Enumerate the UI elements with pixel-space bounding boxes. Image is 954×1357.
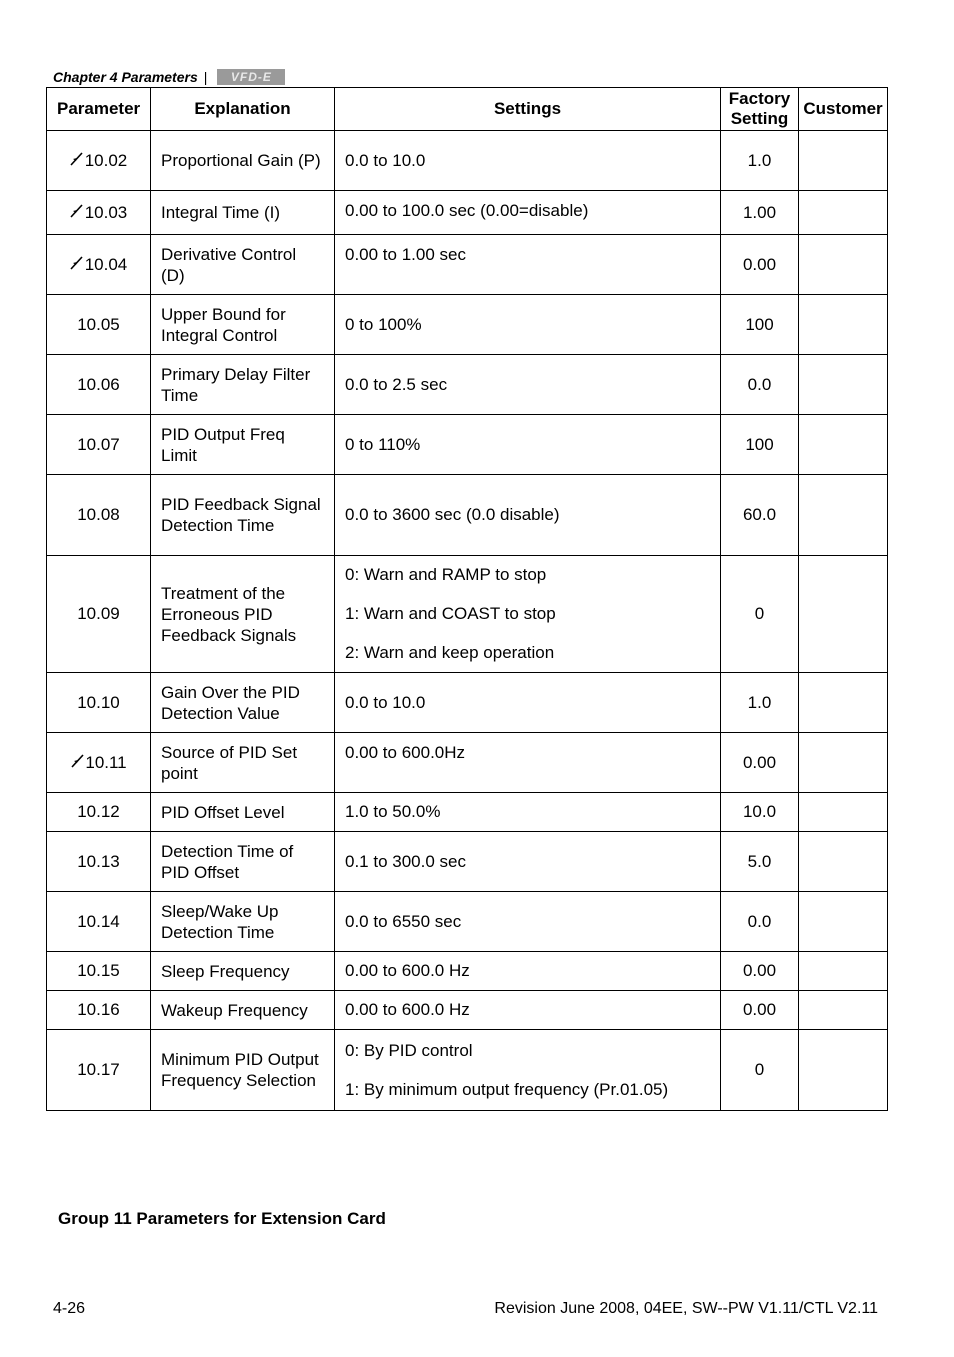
table-header-row bbox=[47, 88, 888, 131]
param-number: 10.05 bbox=[77, 314, 120, 334]
settings-cell bbox=[335, 832, 721, 892]
header-explanation: Explanation bbox=[151, 88, 335, 131]
vfd-e-logo: VFD-E bbox=[217, 69, 285, 85]
customer-cell bbox=[799, 1030, 888, 1111]
factory-setting-cell: 0.0 bbox=[721, 355, 799, 415]
setting-option: 0.0 to 6550 sec bbox=[345, 911, 462, 931]
param-cell bbox=[47, 475, 151, 556]
explanation-cell: Gain Over the PID Detection Value bbox=[151, 673, 335, 733]
edit-during-run-icon bbox=[70, 754, 84, 772]
explanation-cell: Source of PID Set point bbox=[151, 733, 335, 793]
factory-setting-cell: 60.0 bbox=[721, 475, 799, 556]
factory-setting-cell: 0.00 bbox=[721, 952, 799, 991]
chapter-header bbox=[53, 66, 285, 88]
customer-cell bbox=[799, 832, 888, 892]
table-body bbox=[47, 131, 888, 1111]
explanation-cell: Primary Delay Filter Time bbox=[151, 355, 335, 415]
explanation-cell: Sleep/Wake Up Detection Time bbox=[151, 892, 335, 952]
settings-cell bbox=[335, 235, 721, 295]
explanation-cell: Detection Time of PID Offset bbox=[151, 832, 335, 892]
parameter-table bbox=[46, 87, 888, 1111]
explanation-cell: Integral Time (I) bbox=[151, 191, 335, 235]
setting-option: 0.0 to 10.0 bbox=[345, 150, 426, 170]
header-customer: Customer bbox=[799, 88, 888, 131]
table-row bbox=[47, 733, 888, 793]
header-factory-setting bbox=[721, 88, 799, 131]
settings-cell bbox=[335, 733, 721, 793]
setting-option: 0 to 110% bbox=[345, 434, 421, 454]
param-number: 10.02 bbox=[84, 150, 128, 170]
table-row bbox=[47, 673, 888, 733]
settings-cell bbox=[335, 556, 721, 673]
section-title: Group 11 Parameters for Extension Card bbox=[58, 1209, 386, 1228]
header-factory-line2: Setting bbox=[730, 109, 789, 128]
table-row bbox=[47, 131, 888, 191]
factory-setting-cell: 0 bbox=[721, 1030, 799, 1111]
param-number: 10.11 bbox=[85, 752, 127, 772]
settings-cell bbox=[335, 415, 721, 475]
setting-option: 1: By minimum output frequency (Pr.01.05) bbox=[345, 1079, 669, 1099]
setting-option: 0.00 to 1.00 sec bbox=[345, 245, 466, 264]
settings-cell bbox=[335, 673, 721, 733]
customer-cell bbox=[799, 355, 888, 415]
explanation-cell: Proportional Gain (P) bbox=[151, 131, 335, 191]
header-factory-line1: Factory bbox=[728, 89, 791, 108]
param-cell bbox=[47, 355, 151, 415]
setting-option: 0 to 100% bbox=[345, 314, 422, 334]
param-cell bbox=[47, 673, 151, 733]
param-number: 10.09 bbox=[77, 604, 120, 623]
explanation-cell: PID Output Freq Limit bbox=[151, 415, 335, 475]
settings-cell bbox=[335, 1030, 721, 1111]
explanation-cell: Upper Bound for Integral Control bbox=[151, 295, 335, 355]
table-row bbox=[47, 1030, 888, 1111]
table-row bbox=[47, 892, 888, 952]
settings-cell bbox=[335, 475, 721, 556]
header-settings: Settings bbox=[335, 88, 721, 131]
customer-cell bbox=[799, 295, 888, 355]
table-row bbox=[47, 191, 888, 235]
param-cell bbox=[47, 892, 151, 952]
param-number: 10.04 bbox=[84, 254, 128, 274]
param-number: 10.07 bbox=[77, 434, 120, 454]
customer-cell bbox=[799, 673, 888, 733]
param-number: 10.17 bbox=[77, 1060, 120, 1079]
param-cell bbox=[47, 733, 151, 793]
factory-setting-cell: 0.00 bbox=[721, 991, 799, 1030]
factory-setting-cell: 1.0 bbox=[721, 673, 799, 733]
edit-during-run-icon bbox=[70, 204, 84, 222]
param-number: 10.13 bbox=[77, 851, 120, 871]
settings-cell bbox=[335, 355, 721, 415]
param-number: 10.08 bbox=[77, 505, 120, 524]
explanation-cell: PID Offset Level bbox=[151, 793, 335, 832]
customer-cell bbox=[799, 952, 888, 991]
table-row bbox=[47, 556, 888, 673]
param-number: 10.06 bbox=[77, 374, 120, 394]
customer-cell bbox=[799, 191, 888, 235]
param-cell bbox=[47, 295, 151, 355]
factory-setting-cell: 100 bbox=[721, 295, 799, 355]
customer-cell bbox=[799, 475, 888, 556]
table-row bbox=[47, 952, 888, 991]
table-row bbox=[47, 991, 888, 1030]
table-row bbox=[47, 295, 888, 355]
customer-cell bbox=[799, 991, 888, 1030]
setting-option: 0.0 to 10.0 bbox=[345, 692, 426, 712]
header-parameter: Parameter bbox=[47, 88, 151, 131]
param-number: 10.03 bbox=[84, 202, 128, 222]
factory-setting-cell: 0.0 bbox=[721, 892, 799, 952]
customer-cell bbox=[799, 556, 888, 673]
explanation-cell: PID Feedback Signal Detection Time bbox=[151, 475, 335, 556]
settings-cell bbox=[335, 793, 721, 832]
settings-cell bbox=[335, 892, 721, 952]
setting-option: 1: Warn and COAST to stop bbox=[345, 604, 556, 623]
customer-cell bbox=[799, 415, 888, 475]
factory-setting-cell: 5.0 bbox=[721, 832, 799, 892]
settings-cell bbox=[335, 952, 721, 991]
customer-cell bbox=[799, 733, 888, 793]
factory-setting-cell: 100 bbox=[721, 415, 799, 475]
table-row bbox=[47, 793, 888, 832]
setting-option: 2: Warn and keep operation bbox=[345, 643, 555, 662]
setting-option: 0.1 to 300.0 sec bbox=[345, 851, 466, 871]
param-cell bbox=[47, 415, 151, 475]
param-cell bbox=[47, 793, 151, 832]
settings-cell bbox=[335, 991, 721, 1030]
table-row bbox=[47, 235, 888, 295]
settings-cell bbox=[335, 191, 721, 235]
chapter-title: Chapter 4 Parameters bbox=[53, 69, 198, 85]
setting-option: 0.00 to 600.0 Hz bbox=[345, 1000, 470, 1019]
param-cell bbox=[47, 131, 151, 191]
explanation-cell: Derivative Control (D) bbox=[151, 235, 335, 295]
customer-cell bbox=[799, 793, 888, 832]
param-cell bbox=[47, 991, 151, 1030]
customer-cell bbox=[799, 892, 888, 952]
setting-option: 0.00 to 600.0Hz bbox=[345, 743, 466, 762]
factory-setting-cell: 0 bbox=[721, 556, 799, 673]
setting-option: 0.0 to 2.5 sec bbox=[345, 374, 448, 394]
factory-setting-cell: 10.0 bbox=[721, 793, 799, 832]
setting-option: 0.00 to 100.0 sec (0.00=disable) bbox=[345, 201, 589, 220]
setting-option: 0.0 to 3600 sec (0.0 disable) bbox=[345, 505, 560, 524]
explanation-cell: Treatment of the Erroneous PID Feedback Signals bbox=[151, 556, 335, 673]
header-separator: | bbox=[203, 69, 208, 85]
customer-cell bbox=[799, 131, 888, 191]
setting-option: 0: By PID control bbox=[345, 1040, 473, 1060]
setting-option: 0: Warn and RAMP to stop bbox=[345, 565, 547, 584]
param-cell bbox=[47, 952, 151, 991]
param-number: 10.10 bbox=[77, 692, 120, 712]
factory-setting-cell: 1.00 bbox=[721, 191, 799, 235]
param-cell bbox=[47, 191, 151, 235]
factory-setting-cell: 0.00 bbox=[721, 235, 799, 295]
factory-setting-cell: 0.00 bbox=[721, 733, 799, 793]
explanation-cell: Sleep Frequency bbox=[151, 952, 335, 991]
param-cell bbox=[47, 235, 151, 295]
edit-during-run-icon bbox=[70, 152, 84, 170]
edit-during-run-icon bbox=[70, 256, 84, 274]
page-number: 4-26 bbox=[53, 1300, 86, 1317]
customer-cell bbox=[799, 235, 888, 295]
param-cell bbox=[47, 1030, 151, 1111]
setting-option: 0.00 to 600.0 Hz bbox=[345, 961, 470, 980]
table-row bbox=[47, 475, 888, 556]
revision-info: Revision June 2008, 04EE, SW--PW V1.11/CTL V2.11 bbox=[494, 1300, 878, 1317]
explanation-cell: Wakeup Frequency bbox=[151, 991, 335, 1030]
settings-cell bbox=[335, 131, 721, 191]
param-number: 10.16 bbox=[77, 1000, 120, 1019]
param-cell bbox=[47, 556, 151, 673]
table-row bbox=[47, 415, 888, 475]
settings-cell bbox=[335, 295, 721, 355]
table-row bbox=[47, 832, 888, 892]
param-number: 10.14 bbox=[77, 911, 120, 931]
table-row bbox=[47, 355, 888, 415]
setting-option: 1.0 to 50.0% bbox=[345, 802, 441, 821]
factory-setting-cell: 1.0 bbox=[721, 131, 799, 191]
explanation-cell: Minimum PID Output Frequency Selection bbox=[151, 1030, 335, 1111]
param-cell bbox=[47, 832, 151, 892]
param-number: 10.12 bbox=[77, 802, 120, 821]
param-number: 10.15 bbox=[77, 961, 120, 980]
